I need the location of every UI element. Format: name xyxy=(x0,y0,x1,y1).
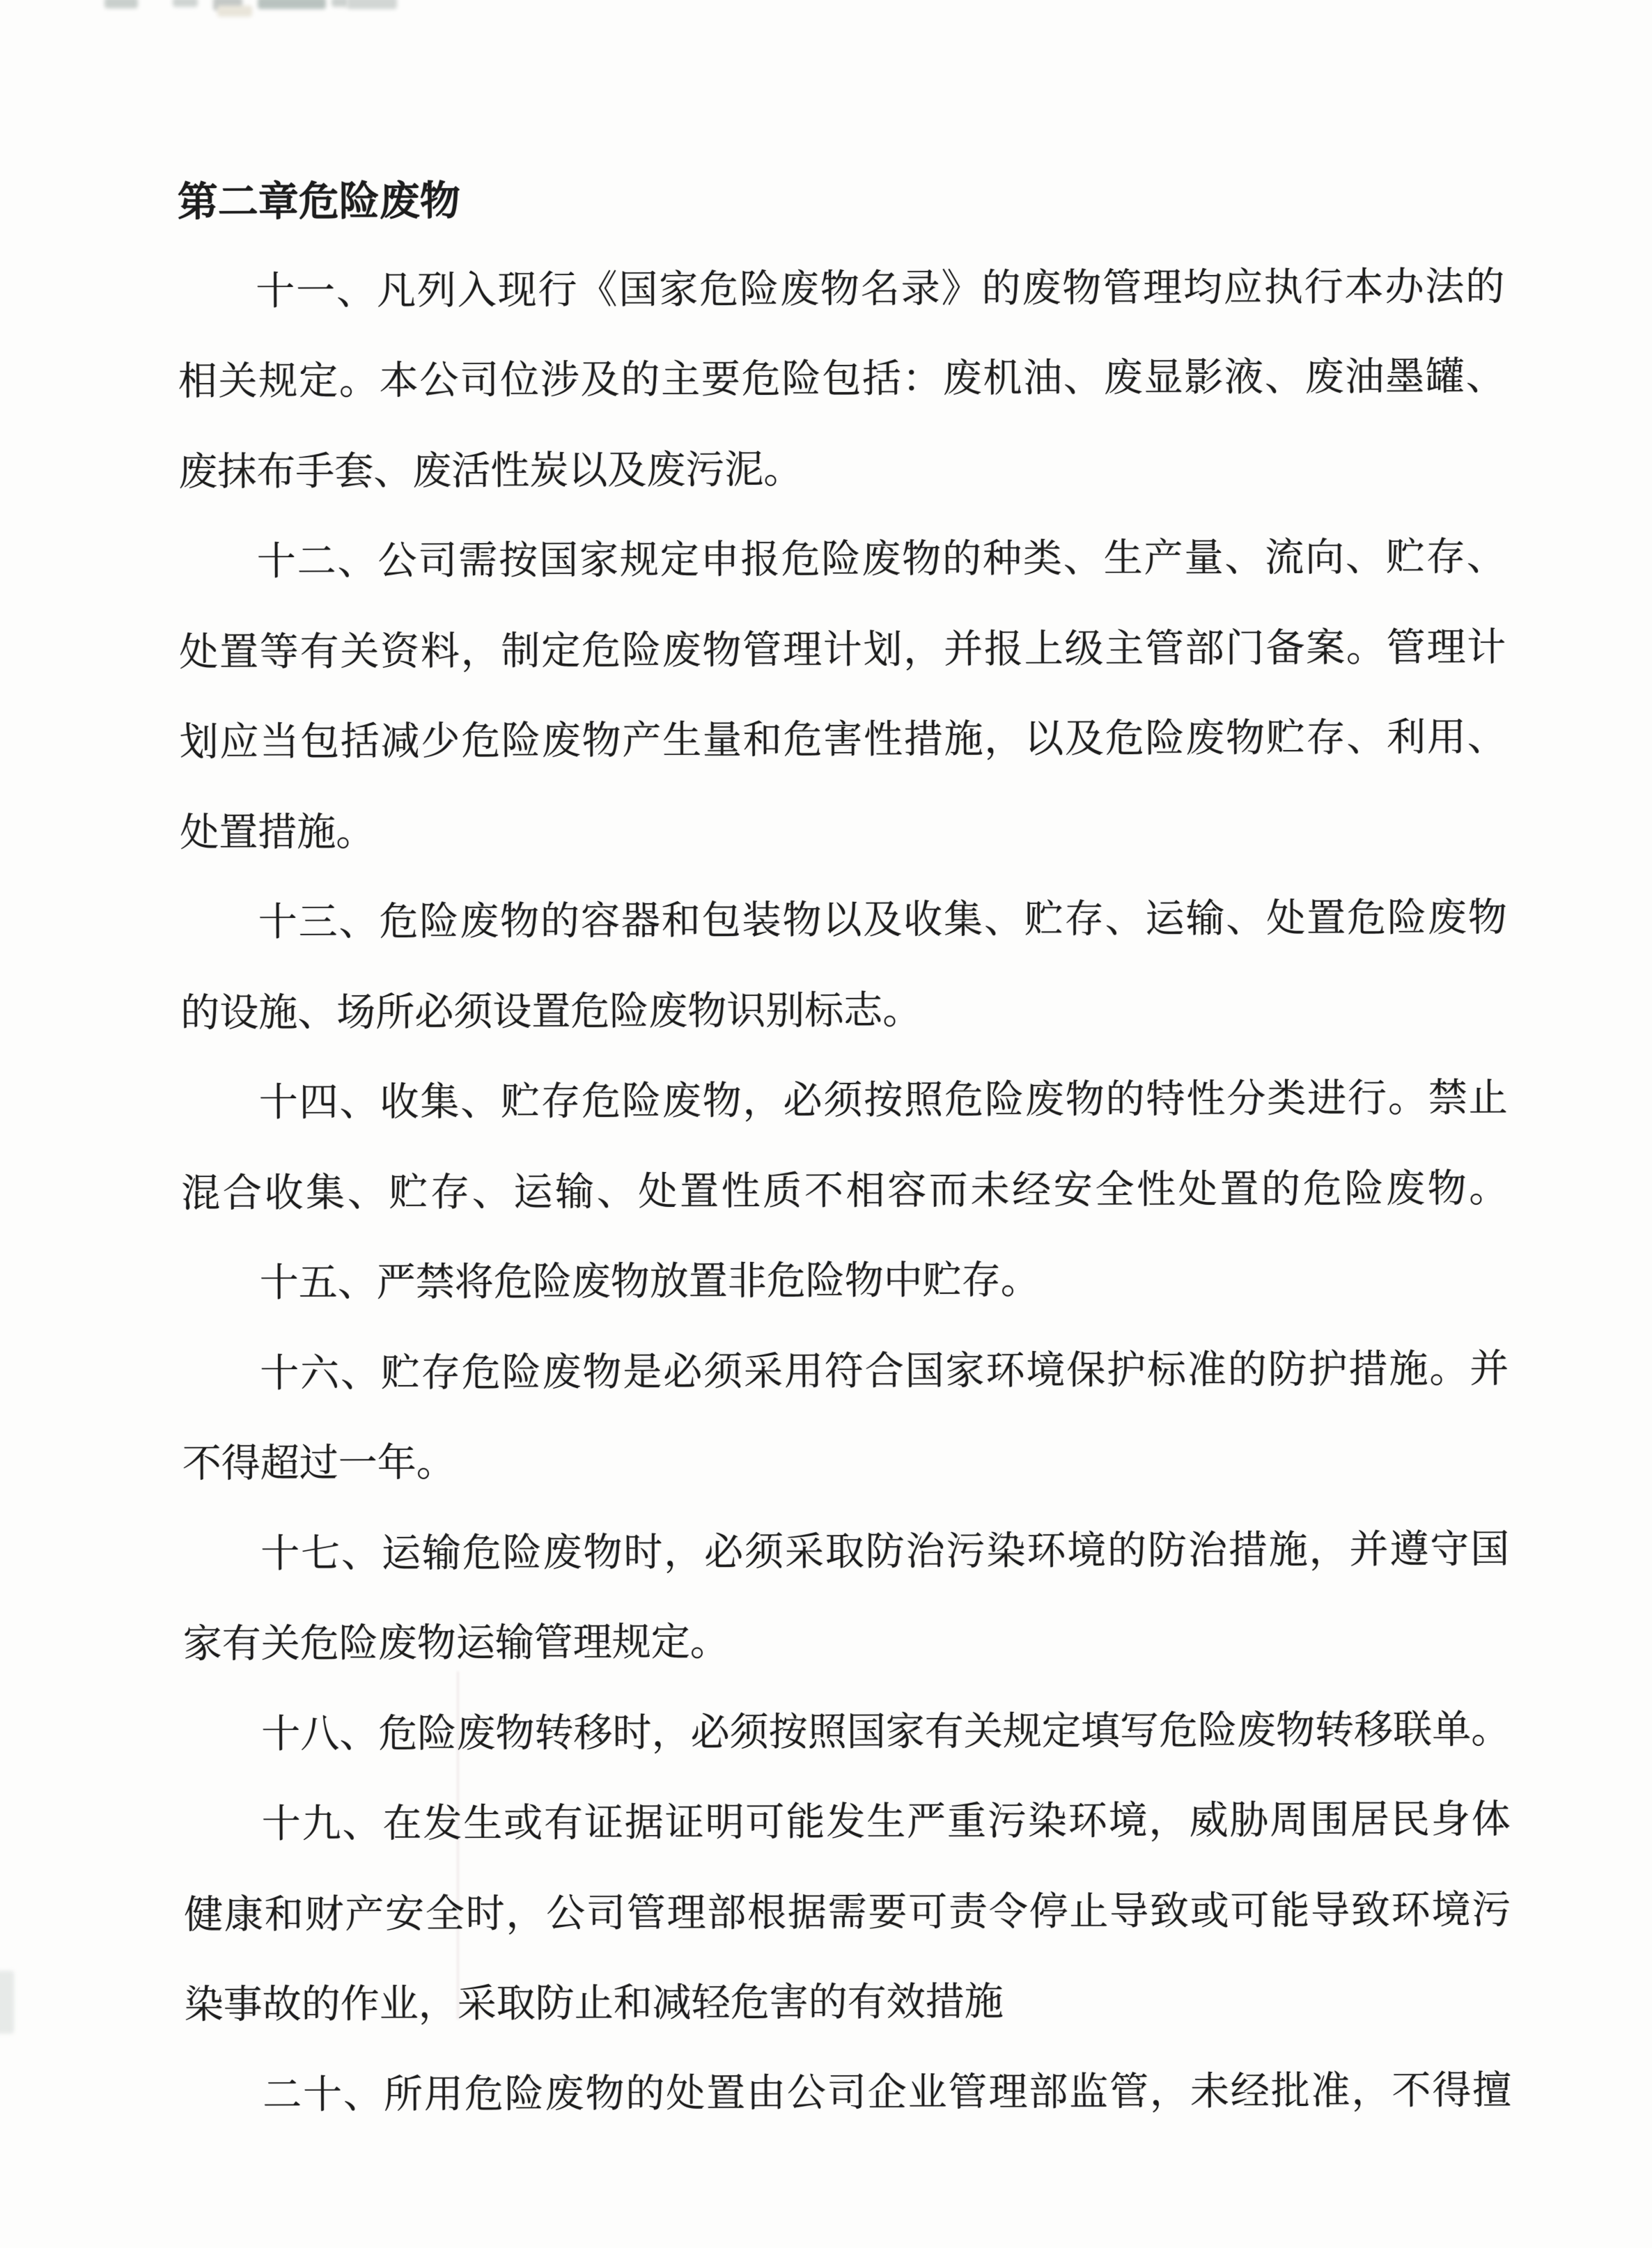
paragraph-line: 十五、严禁将危险废物放置非危险物中贮存。 xyxy=(259,1258,1040,1306)
scan-artifact xyxy=(347,0,397,9)
scan-artifact xyxy=(104,0,138,8)
paragraph-line: 十一、凡列入现行《国家危险废物名录》的废物管理均应执行本办法的 xyxy=(256,265,1505,313)
chapter-heading: 第二章危险废物 xyxy=(177,178,460,225)
paragraph-line: 染事故的作业，采取防止和减轻危害的有效措施 xyxy=(184,1981,1004,2027)
paragraph-line: 废抹布手套、废活性炭以及废污泥。 xyxy=(178,448,803,494)
paragraph-line: 不得超过一年。 xyxy=(182,1442,455,1486)
paragraph-line: 十二、公司需按国家规定申报危险废物的种类、生产量、流向、贮存、 xyxy=(256,536,1506,584)
paragraph-line: 十六、贮存危险废物是必须采用符合国家环境保护标准的防护措施。并 xyxy=(260,1347,1509,1396)
paragraph-line: 处置措施。 xyxy=(180,811,375,855)
paragraph-line: 十七、运输危险废物时，必须采取防治污染环境的防治措施，并遵守国 xyxy=(260,1527,1510,1576)
paragraph-line: 健康和财产安全时，公司管理部根据需要可责令停止导致或可能导致环境污 xyxy=(184,1888,1511,1937)
paragraph-line: 十八、危险废物转移时，必须按照国家有关规定填写危险废物转移联单。 xyxy=(261,1708,1511,1756)
paragraph-line: 划应当包括减少危险废物产生量和危害性措施，以及危险废物贮存、利用、 xyxy=(179,716,1506,765)
scan-artifact xyxy=(217,6,252,17)
scan-artifact xyxy=(332,0,348,7)
paragraph-line: 家有关危险废物运输管理规定。 xyxy=(182,1621,729,1667)
paragraph-line: 十九、在发生或有证据证明可能发生严重污染环境，威胁周围居民身体 xyxy=(261,1798,1511,1847)
paragraph-line: 十四、收集、贮存危险废物，必须按照危险废物的特性分类进行。禁止 xyxy=(258,1077,1508,1125)
paragraph-line: 二十、所用危险废物的处置由公司企业管理部监管，未经批准，不得擅 xyxy=(263,2068,1512,2117)
scan-artifact xyxy=(258,0,326,9)
scan-artifact xyxy=(173,0,198,7)
paragraph-line: 十三、危险废物的容器和包装物以及收集、贮存、运输、处置危险废物 xyxy=(258,896,1507,945)
paragraph-line: 处置等有关资料，制定危险废物管理计划，并报上级主管部门备案。管理计 xyxy=(179,625,1506,675)
paragraph-line: 相关规定。本公司位涉及的主要危险包括：废机油、废显影液、废油墨罐、 xyxy=(178,355,1505,404)
document-body xyxy=(178,152,1512,2141)
scan-artifact xyxy=(0,1971,14,2034)
paragraph-line: 的设施、场所必须设置危险废物识别标志。 xyxy=(180,989,922,1036)
paragraph-line: 混合收集、贮存、运输、处置性质不相容而未经安全性处置的危险废物。 xyxy=(181,1166,1509,1216)
